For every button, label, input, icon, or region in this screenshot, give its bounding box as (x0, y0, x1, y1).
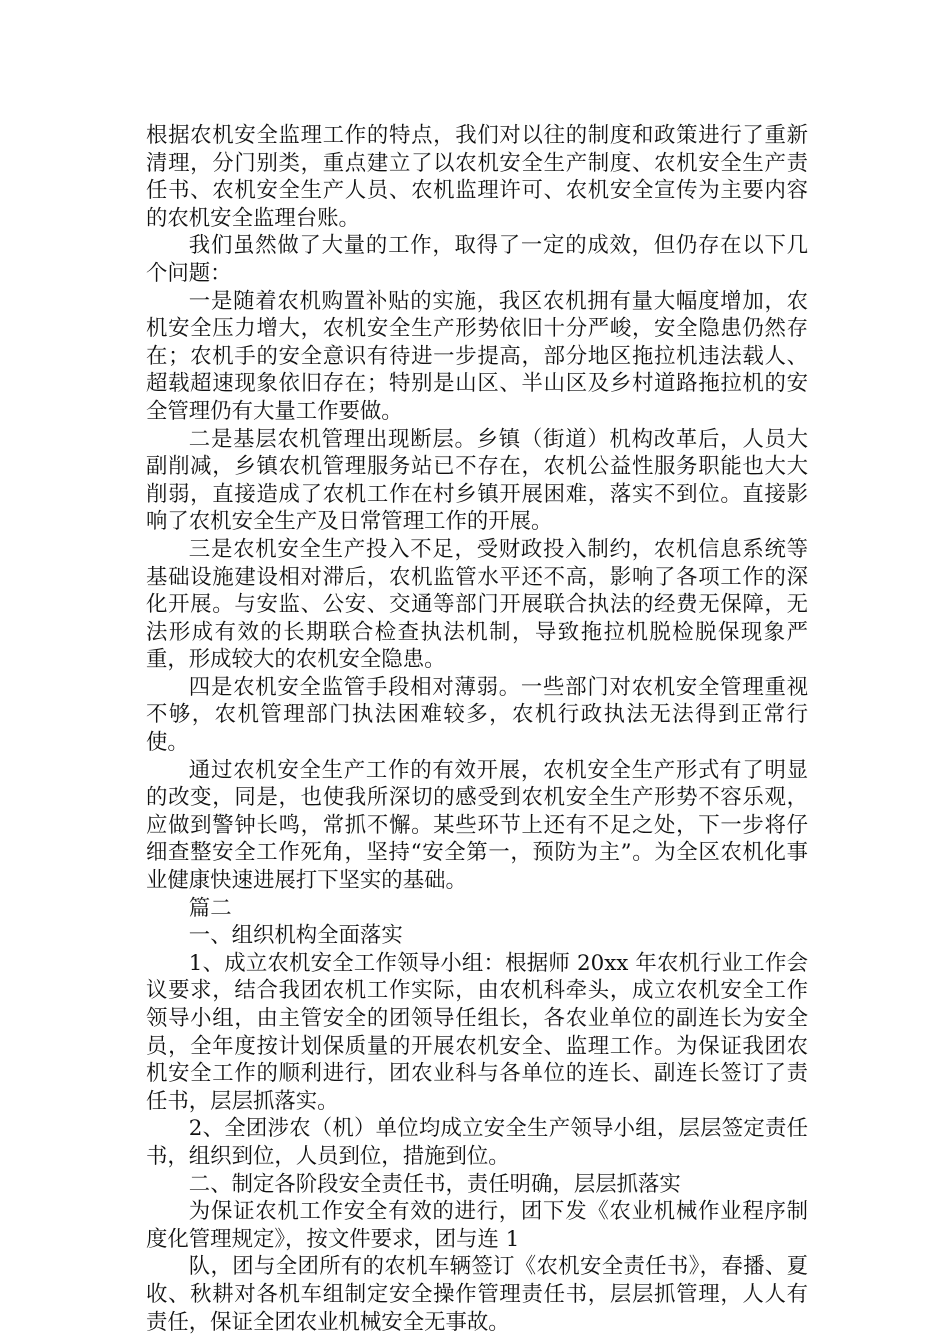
heading-organization: 一、组织机构全面落实 (188, 923, 403, 949)
paragraph-ledger: 根据农机安全监理工作的特点，我们对以往的制度和政策进行了重新清理，分门别类，重点建立了以农机安全生产制度、农机安全生产责任书、农机安全生产人员、农机监理许可、农机安全宣传为主要内容的农机安全监理台账。 (146, 123, 808, 231)
paragraph-leading-group: 1、成立农机安全工作领导小组：根据师 20xx 年农机行业工作会议要求，结合我团农机工作实际，由农机科牵头，成立农机安全工作领导小组，由主管安全的团领导任组长，各农业单位的副连长为安全员，全年度按计划保质量的开展农机安全、监理工作。为保证我团农机安全工作的顺利进行，团农业科与各单位的连长、副连长签订了责任书，层层抓落实。 (146, 950, 808, 1114)
paragraph-problem-2: 二是基层农机管理出现断层。乡镇（街道）机构改革后，人员大副削减，乡镇农机管理服务站已不存在，农机公益性服务职能也大大削弱，直接造成了农机工作在村乡镇开展困难，落实不到位。直接影响了农机安全生产及日常管理工作的开展。 (146, 426, 808, 535)
paragraph-vehicle-contracts: 队，团与全团所有的农机车辆签订《农机安全责任书》，春播、夏收、秋耕对各机车组制定安全操作管理责任书，层层抓管理，人人有责任，保证全团农业机械安全无事故。 (146, 1254, 808, 1335)
document-page (146, 122, 808, 1336)
paragraph-problems-intro: 我们虽然做了大量的工作，取得了一定的成效，但仍存在以下几个问题： (146, 233, 808, 286)
paragraph-problem-1: 一是随着农机购置补贴的实施，我区农机拥有量大幅度增加，农机安全压力增大，农机安全生产形势依旧十分严峻，安全隐患仍然存在；农机手的安全意识有待进一步提高，部分地区拖拉机违法载人、超载超速现象依旧存在；特别是山区、半山区及乡村道路拖拉机的安全管理仍有大量工作要做。 (146, 288, 808, 424)
heading-responsibility: 二、制定各阶段安全责任书，责任明确，层层抓落实 (188, 1171, 681, 1197)
paragraph-regulations: 为保证农机工作安全有效的进行，团下发《农业机械作业程序制度化管理规定》，按文件要求，团与连 1 (146, 1199, 808, 1252)
section-heading-part-two: 篇二 (188, 895, 232, 921)
paragraph-conclusion: 通过农机安全生产工作的有效开展，农机安全生产形式有了明显的改变，同是，也使我所深切的感受到农机安全生产形势不容乐观，应做到警钟长鸣，常抓不懈。某些环节上还有不足之处，下一步将仔细查整安全工作死角，坚持“安全第一，预防为主”。为全区农机化事业健康快速进展打下坚实的基础。 (146, 757, 808, 894)
paragraph-problem-3: 三是农机安全生产投入不足，受财政投入制约，农机信息系统等基础设施建设相对滞后，农机监管水平还不高，影响了各项工作的深化开展。与安监、公安、交通等部门开展联合执法的经费无保障，无法形成有效的长期联合检查执法机制，导致拖拉机脱检脱保现象严重，形成较大的农机安全隐患。 (146, 536, 808, 673)
paragraph-units-groups: 2、全团涉农（机）单位均成立安全生产领导小组，层层签定责任书，组织到位，人员到位，措施到位。 (146, 1116, 808, 1169)
paragraph-problem-4: 四是农机安全监管手段相对薄弱。一些部门对农机安全管理重视不够，农机管理部门执法困难较多，农机行政执法无法得到正常行使。 (146, 674, 808, 756)
